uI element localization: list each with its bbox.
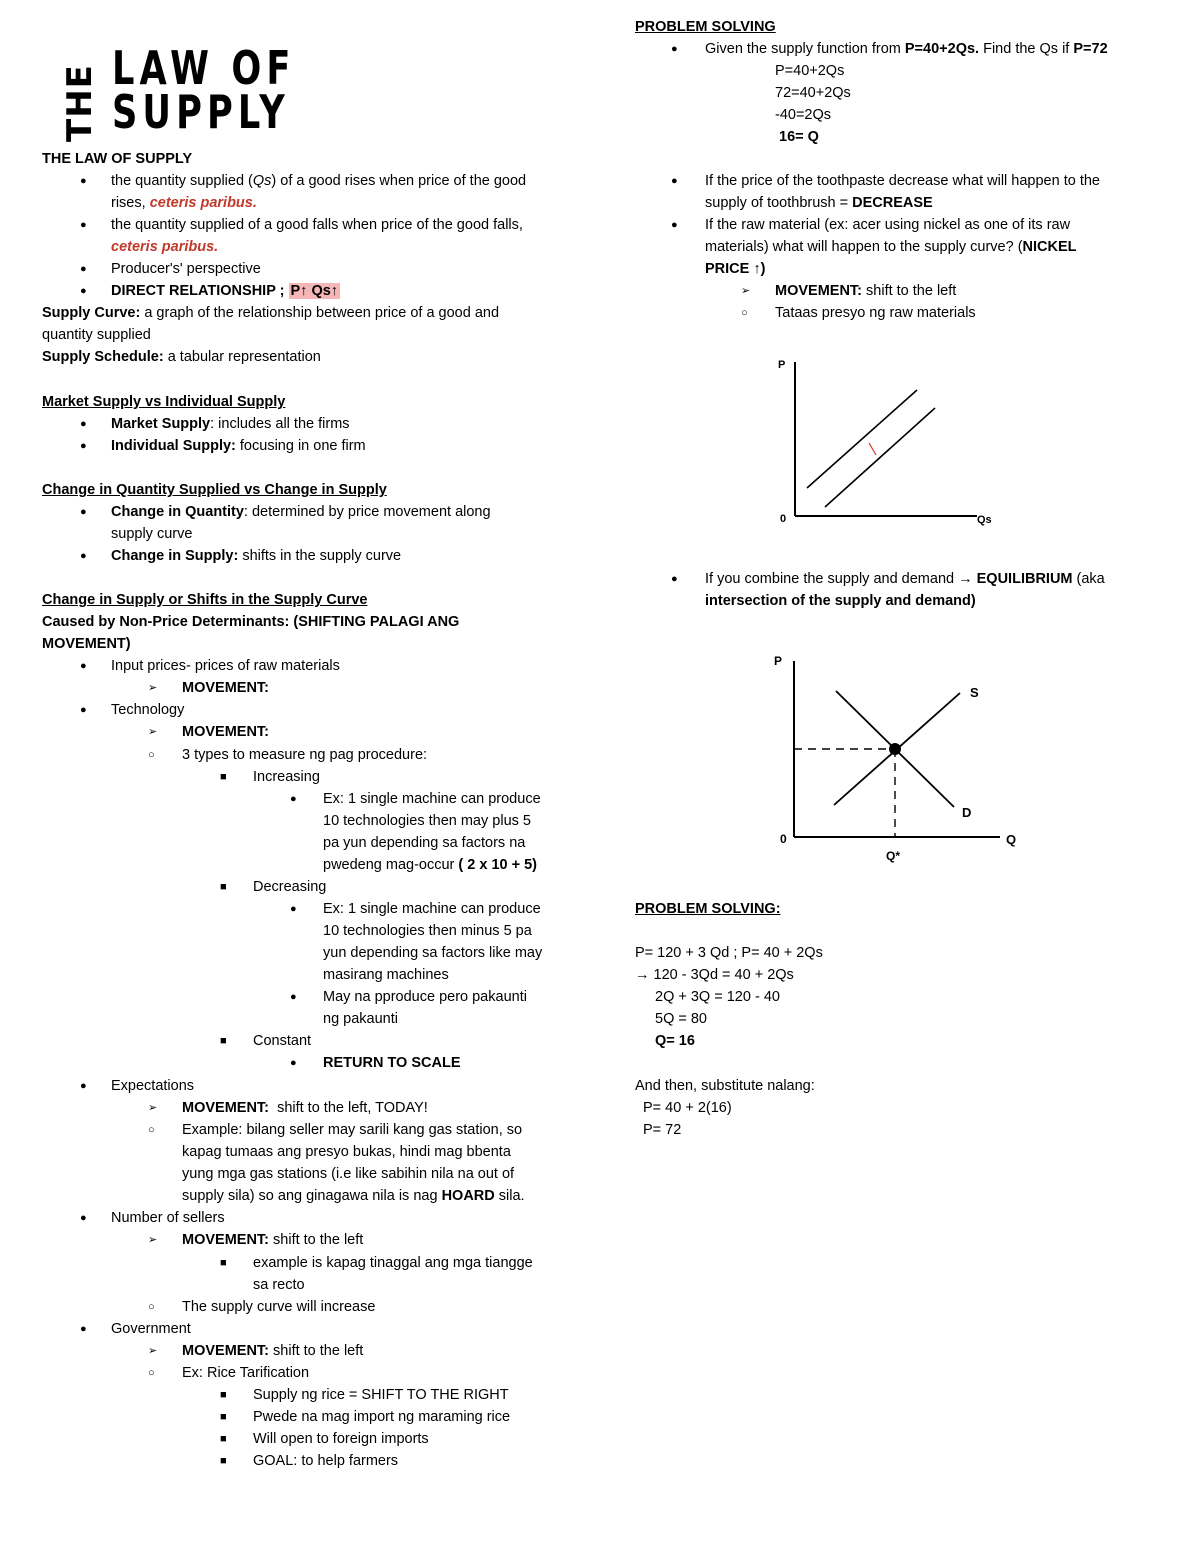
gov-item1: Supply ng rice = SHIFT TO THE RIGHT bbox=[253, 1387, 509, 1403]
bullet-icon: ● bbox=[80, 219, 87, 231]
bullet-icon: ● bbox=[80, 440, 87, 452]
bullet-icon: ● bbox=[671, 219, 678, 231]
three-types: 3 types to measure ng pag procedure: bbox=[182, 747, 428, 763]
problem-solving-heading2: PROBLEM SOLVING: bbox=[635, 901, 781, 917]
dec-line3: yun depending sa factors like may bbox=[323, 945, 543, 961]
dec-line5: May na pproduce pero pakaunti bbox=[323, 989, 527, 1005]
d-label: D bbox=[962, 805, 972, 820]
bullet-icon: ● bbox=[290, 1057, 297, 1069]
technology: Technology bbox=[111, 702, 185, 718]
bullet-icon: ● bbox=[80, 418, 87, 430]
law-fall-line: the quantity supplied of a good falls when price of the good falls, bbox=[111, 217, 523, 233]
inc-line4: pwedeng mag-occur ( 2 x 10 + 5) bbox=[323, 857, 538, 873]
equation5: Q= 16 bbox=[655, 1033, 695, 1049]
combine-line2: intersection of the supply and demand) bbox=[705, 593, 976, 609]
exp-movement: MOVEMENT: shift to the left, TODAY! bbox=[182, 1100, 428, 1116]
expectations: Expectations bbox=[111, 1078, 195, 1094]
s-label: S bbox=[970, 685, 979, 700]
origin-label: 0 bbox=[780, 832, 787, 846]
law-rise-line: the quantity supplied (Qs) of a good rises when price of the good bbox=[111, 173, 527, 189]
gov-example: Ex: Rice Tarification bbox=[182, 1365, 310, 1381]
government: Government bbox=[111, 1321, 191, 1337]
raw-movement: MOVEMENT: shift to the left bbox=[775, 283, 957, 299]
section-title: THE LAW OF SUPPLY bbox=[42, 151, 193, 167]
bullet-icon: ● bbox=[80, 506, 87, 518]
change-quantity: Change in Quantity: determined by price movement along bbox=[111, 504, 491, 520]
equilibrium-chart bbox=[770, 645, 1030, 870]
arrow-bullet-icon: ➢ bbox=[148, 682, 158, 694]
inc-line3: pa yun depending sa factors na bbox=[323, 835, 526, 851]
supply-schedule-def: Supply Schedule: a tabular representation bbox=[42, 349, 321, 365]
square-bullet-icon: ■ bbox=[220, 1455, 227, 1467]
square-bullet-icon: ■ bbox=[220, 1389, 227, 1401]
combine-line1: If you combine the supply and demand → EQUILIBRIUM (aka bbox=[705, 571, 1105, 587]
arrow-bullet-icon: ➢ bbox=[148, 1234, 158, 1246]
square-bullet-icon: ■ bbox=[220, 1035, 227, 1047]
step3: -40=2Qs bbox=[775, 107, 832, 123]
return-to-scale: RETURN TO SCALE bbox=[323, 1055, 461, 1071]
bullet-icon: ● bbox=[80, 285, 87, 297]
input-prices: Input prices- prices of raw materials bbox=[111, 658, 340, 674]
circle-bullet-icon: ○ bbox=[741, 307, 748, 319]
arrow-bullet-icon: ➢ bbox=[741, 285, 751, 297]
constant: Constant bbox=[253, 1033, 312, 1049]
movement-label: MOVEMENT: bbox=[182, 724, 269, 740]
caused-line1: Caused by Non-Price Determinants: (SHIFTING PALAGI ANG bbox=[42, 614, 460, 630]
raw-line3: PRICE ↑) bbox=[705, 261, 766, 277]
bullet-icon: ● bbox=[671, 43, 678, 55]
arrow-bullet-icon: ➢ bbox=[148, 1102, 158, 1114]
given-line: Given the supply function from P=40+2Qs. Find the Qs if P=72 bbox=[705, 41, 1108, 57]
shift-arrow-icon bbox=[869, 443, 876, 455]
exp-line3: yung mga gas stations (i.e like sabihin nila na out of bbox=[182, 1166, 515, 1182]
circle-bullet-icon: ○ bbox=[148, 1124, 155, 1136]
dec-line4: masirang machines bbox=[323, 967, 449, 983]
circle-bullet-icon: ○ bbox=[148, 1301, 155, 1313]
change-supply: Change in Supply: shifts in the supply curve bbox=[111, 548, 402, 564]
square-bullet-icon: ■ bbox=[220, 1257, 227, 1269]
logo-line1: LAW OF bbox=[112, 41, 296, 95]
gov-item2: Pwede na mag import ng maraming rice bbox=[253, 1409, 511, 1425]
equation3: 2Q + 3Q = 120 - 40 bbox=[655, 989, 780, 1005]
bullet-icon: ● bbox=[80, 175, 87, 187]
gov-item3: Will open to foreign imports bbox=[253, 1431, 429, 1447]
sellers-increase: The supply curve will increase bbox=[182, 1299, 376, 1315]
gov-item4: GOAL: to help farmers bbox=[253, 1453, 399, 1469]
raw-tataas: Tataas presyo ng raw materials bbox=[775, 305, 976, 321]
q-label: Q bbox=[1006, 832, 1017, 847]
qs-label: Qs bbox=[977, 514, 992, 526]
change-quantity2: supply curve bbox=[111, 526, 193, 542]
decreasing: Decreasing bbox=[253, 879, 327, 895]
gov-movement: MOVEMENT: shift to the left bbox=[182, 1343, 364, 1359]
bullet-icon: ● bbox=[290, 793, 297, 805]
direct-relationship: DIRECT RELATIONSHIP ; P↑ Qs↑ bbox=[111, 283, 339, 299]
inc-line1: Ex: 1 single machine can produce bbox=[323, 791, 541, 807]
qstar-label: Q* bbox=[886, 849, 901, 863]
toothpaste-line2: supply of toothbrush = DECREASE bbox=[705, 195, 933, 211]
bullet-icon: ● bbox=[80, 1323, 87, 1335]
individual-supply: Individual Supply: focusing in one firm bbox=[111, 438, 366, 454]
square-bullet-icon: ■ bbox=[220, 1433, 227, 1445]
dec-line2: 10 technologies then minus 5 pa bbox=[323, 923, 532, 939]
inc-line2: 10 technologies then may plus 5 bbox=[323, 813, 531, 829]
bullet-icon: ● bbox=[80, 263, 87, 275]
problem-solving-heading: PROBLEM SOLVING bbox=[635, 19, 776, 35]
square-bullet-icon: ■ bbox=[220, 881, 227, 893]
p-label: P bbox=[774, 654, 783, 668]
bullet-icon: ● bbox=[290, 903, 297, 915]
bullet-icon: ● bbox=[80, 1212, 87, 1224]
substitute-line: And then, substitute nalang: bbox=[635, 1078, 815, 1094]
bullet-icon: ● bbox=[671, 175, 678, 187]
square-bullet-icon: ■ bbox=[220, 1411, 227, 1423]
origin-label: 0 bbox=[780, 513, 787, 525]
bullet-icon: ● bbox=[80, 1080, 87, 1092]
logo-line2: SUPPLY bbox=[112, 85, 290, 139]
raw-line1: If the raw material (ex: acer using nickel as one of its raw bbox=[705, 217, 1071, 233]
movement-label: MOVEMENT: bbox=[182, 680, 269, 696]
step4: 16= Q bbox=[779, 129, 819, 145]
p-label: P bbox=[778, 359, 786, 371]
dec-line1: Ex: 1 single machine can produce bbox=[323, 901, 541, 917]
increasing: Increasing bbox=[253, 769, 320, 785]
circle-bullet-icon: ○ bbox=[148, 1367, 155, 1379]
bullet-icon: ● bbox=[80, 550, 87, 562]
supply-curve-def: Supply Curve: a graph of the relationship between price of a good and bbox=[42, 305, 500, 321]
market-supply: Market Supply: includes all the firms bbox=[111, 416, 350, 432]
ceteris-paribus: ceteris paribus. bbox=[111, 239, 219, 255]
sellers-example1: example is kapag tinaggal ang mga tiangge bbox=[253, 1255, 533, 1271]
step2: 72=40+2Qs bbox=[775, 85, 851, 101]
equation1: P= 120 + 3 Qd ; P= 40 + 2Qs bbox=[635, 945, 823, 961]
caused-line2: MOVEMENT) bbox=[42, 636, 131, 652]
number-of-sellers: Number of sellers bbox=[111, 1210, 225, 1226]
bullet-icon: ● bbox=[80, 704, 87, 716]
exp-line4: supply sila) so ang ginagawa nila is nag HOARD sila. bbox=[182, 1188, 525, 1204]
producer-perspective: Producer's' perspective bbox=[111, 261, 261, 277]
circle-bullet-icon: ○ bbox=[148, 749, 155, 761]
equation4: 5Q = 80 bbox=[655, 1011, 707, 1027]
supply-shift-chart bbox=[775, 350, 1005, 535]
shift-heading: Change in Supply or Shifts in the Supply Curve bbox=[42, 592, 368, 608]
supply-curve-def2: quantity supplied bbox=[42, 327, 151, 343]
substitute-step2: P= 72 bbox=[643, 1122, 682, 1138]
arrow-bullet-icon: ➢ bbox=[148, 1345, 158, 1357]
law-rise-line2: rises, ceteris paribus. bbox=[111, 195, 257, 211]
change-heading: Change in Quantity Supplied vs Change in Supply bbox=[42, 482, 387, 498]
market-heading: Market Supply vs Individual Supply bbox=[42, 394, 286, 410]
dec-line6: ng pakaunti bbox=[323, 1011, 398, 1027]
arrow-bullet-icon: ➢ bbox=[148, 726, 158, 738]
exp-line1: Example: bilang seller may sarili kang gas station, so bbox=[182, 1122, 523, 1138]
bullet-icon: ● bbox=[80, 660, 87, 672]
logo-the: THE bbox=[60, 64, 100, 142]
substitute-step1: P= 40 + 2(16) bbox=[643, 1100, 732, 1116]
equation2: → 120 - 3Qd = 40 + 2Qs bbox=[635, 967, 794, 983]
equilibrium-point bbox=[889, 743, 901, 755]
sellers-example2: sa recto bbox=[253, 1277, 305, 1293]
step1: P=40+2Qs bbox=[775, 63, 845, 79]
square-bullet-icon: ■ bbox=[220, 771, 227, 783]
bullet-icon: ● bbox=[290, 991, 297, 1003]
sellers-movement: MOVEMENT: shift to the left bbox=[182, 1232, 364, 1248]
exp-line2: kapag tumaas ang presyo bukas, hindi mag bbenta bbox=[182, 1144, 511, 1160]
bullet-icon: ● bbox=[671, 573, 678, 585]
toothpaste-line1: If the price of the toothpaste decrease what will happen to the bbox=[705, 173, 1100, 189]
raw-line2: materials) what will happen to the supply curve? (NICKEL bbox=[705, 239, 1077, 255]
